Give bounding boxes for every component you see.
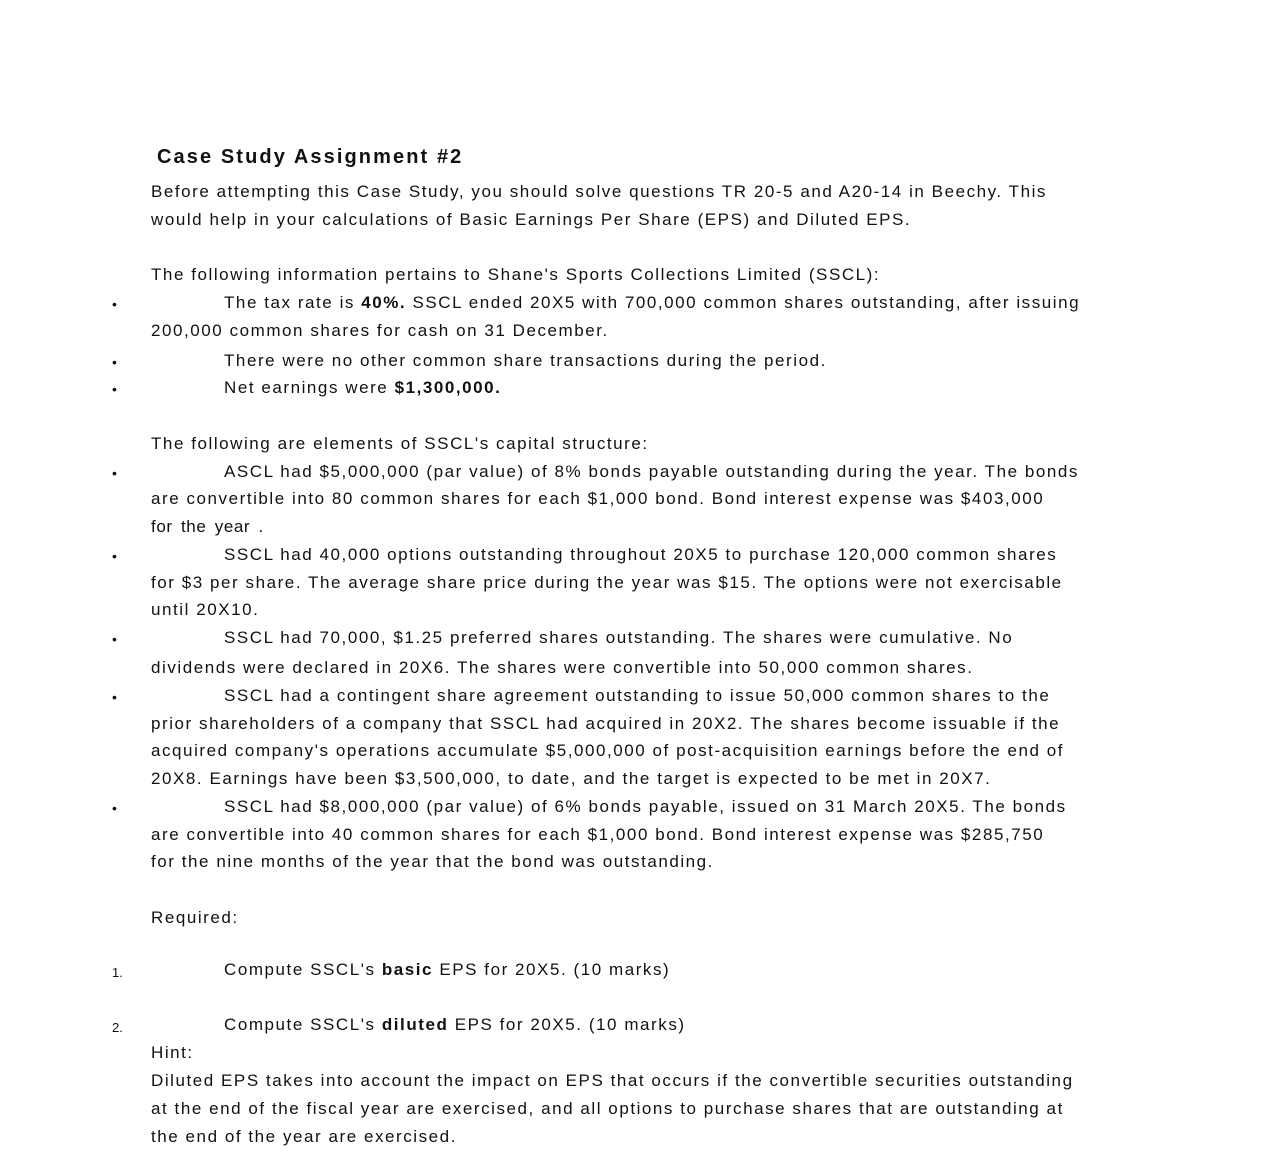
info-bullet-2: There were no other common share transactions during the period. [224,351,827,370]
bullet-icon: • [112,381,117,397]
capital-item-4-cont: prior shareholders of a company that SSCL had acquired in 20X2. The shares become issuable if the [151,714,1061,733]
capital-item-1-cont: are convertible into 80 common shares for each $1,000 bond. Bond interest expense was $403,000 [151,489,1045,508]
capital-item-5: SSCL had $8,000,000 (par value) of 6% bonds payable, issued on 31 March 20X5. The bonds [224,797,1067,816]
capital-item-1-cont: for the year . [151,517,264,536]
capital-item-4-cont: acquired company's operations accumulate $5,000,000 of post-acquisition earnings before the end of [151,741,1065,760]
page-title: Case Study Assignment #2 [157,146,464,168]
capital-item-3: SSCL had 70,000, $1.25 preferred shares outstanding. The shares were cumulative. No [224,628,1014,647]
capital-item-2-cont: for $3 per share. The average share price during the year was $15. The options were not exercisable [151,573,1063,592]
capital-item-2-cont: until 20X10. [151,600,260,619]
hint-line-1: Diluted EPS takes into account the impact on EPS that occurs if the convertible securities outstanding [151,1071,1074,1090]
bullet-icon: • [112,296,117,312]
bullet-icon: • [112,465,117,481]
intro-line-2: would help in your calculations of Basic Earnings Per Share (EPS) and Diluted EPS. [151,210,912,229]
hint-line-2: at the end of the fiscal year are exercised, and all options to purchase shares that are outstanding at [151,1099,1064,1118]
info-bullet-1-cont: 200,000 common shares for cash on 31 December. [151,321,609,340]
bullet-icon: • [112,354,117,370]
bullet-icon: • [112,631,117,647]
hint-label: Hint: [151,1043,194,1062]
capital-item-5-cont: for the nine months of the year that the bond was outstanding. [151,852,714,871]
question-1: Compute SSCL's basic EPS for 20X5. (10 marks) [224,960,671,979]
question-1-number: 1. [112,965,123,980]
capital-heading: The following are elements of SSCL's capital structure: [151,434,649,453]
capital-item-2: SSCL had 40,000 options outstanding throughout 20X5 to purchase 120,000 common shares [224,545,1058,564]
bullet-icon: • [112,800,117,816]
info-heading: The following information pertains to Shane's Sports Collections Limited (SSCL): [151,265,881,284]
intro-line-1: Before attempting this Case Study, you should solve questions TR 20-5 and A20-14 in Beechy. This [151,182,1047,201]
info-bullet-3: Net earnings were $1,300,000. [224,378,502,397]
hint-line-3: the end of the year are exercised. [151,1127,457,1146]
capital-item-1: ASCL had $5,000,000 (par value) of 8% bonds payable outstanding during the year. The bonds [224,462,1079,481]
capital-item-3-cont: dividends were declared in 20X6. The shares were convertible into 50,000 common shares. [151,658,974,677]
question-2: Compute SSCL's diluted EPS for 20X5. (10 marks) [224,1015,686,1034]
required-heading: Required: [151,908,239,927]
question-2-number: 2. [112,1020,123,1035]
capital-item-4-cont: 20X8. Earnings have been $3,500,000, to date, and the target is expected to be met in 20X7. [151,769,992,788]
info-bullet-1: The tax rate is 40%. SSCL ended 20X5 with 700,000 common shares outstanding, after issuing [224,293,1081,312]
bullet-icon: • [112,689,117,705]
capital-item-4: SSCL had a contingent share agreement outstanding to issue 50,000 common shares to the [224,686,1051,705]
capital-item-5-cont: are convertible into 40 common shares for each $1,000 bond. Bond interest expense was $285,750 [151,825,1045,844]
bullet-icon: • [112,548,117,564]
